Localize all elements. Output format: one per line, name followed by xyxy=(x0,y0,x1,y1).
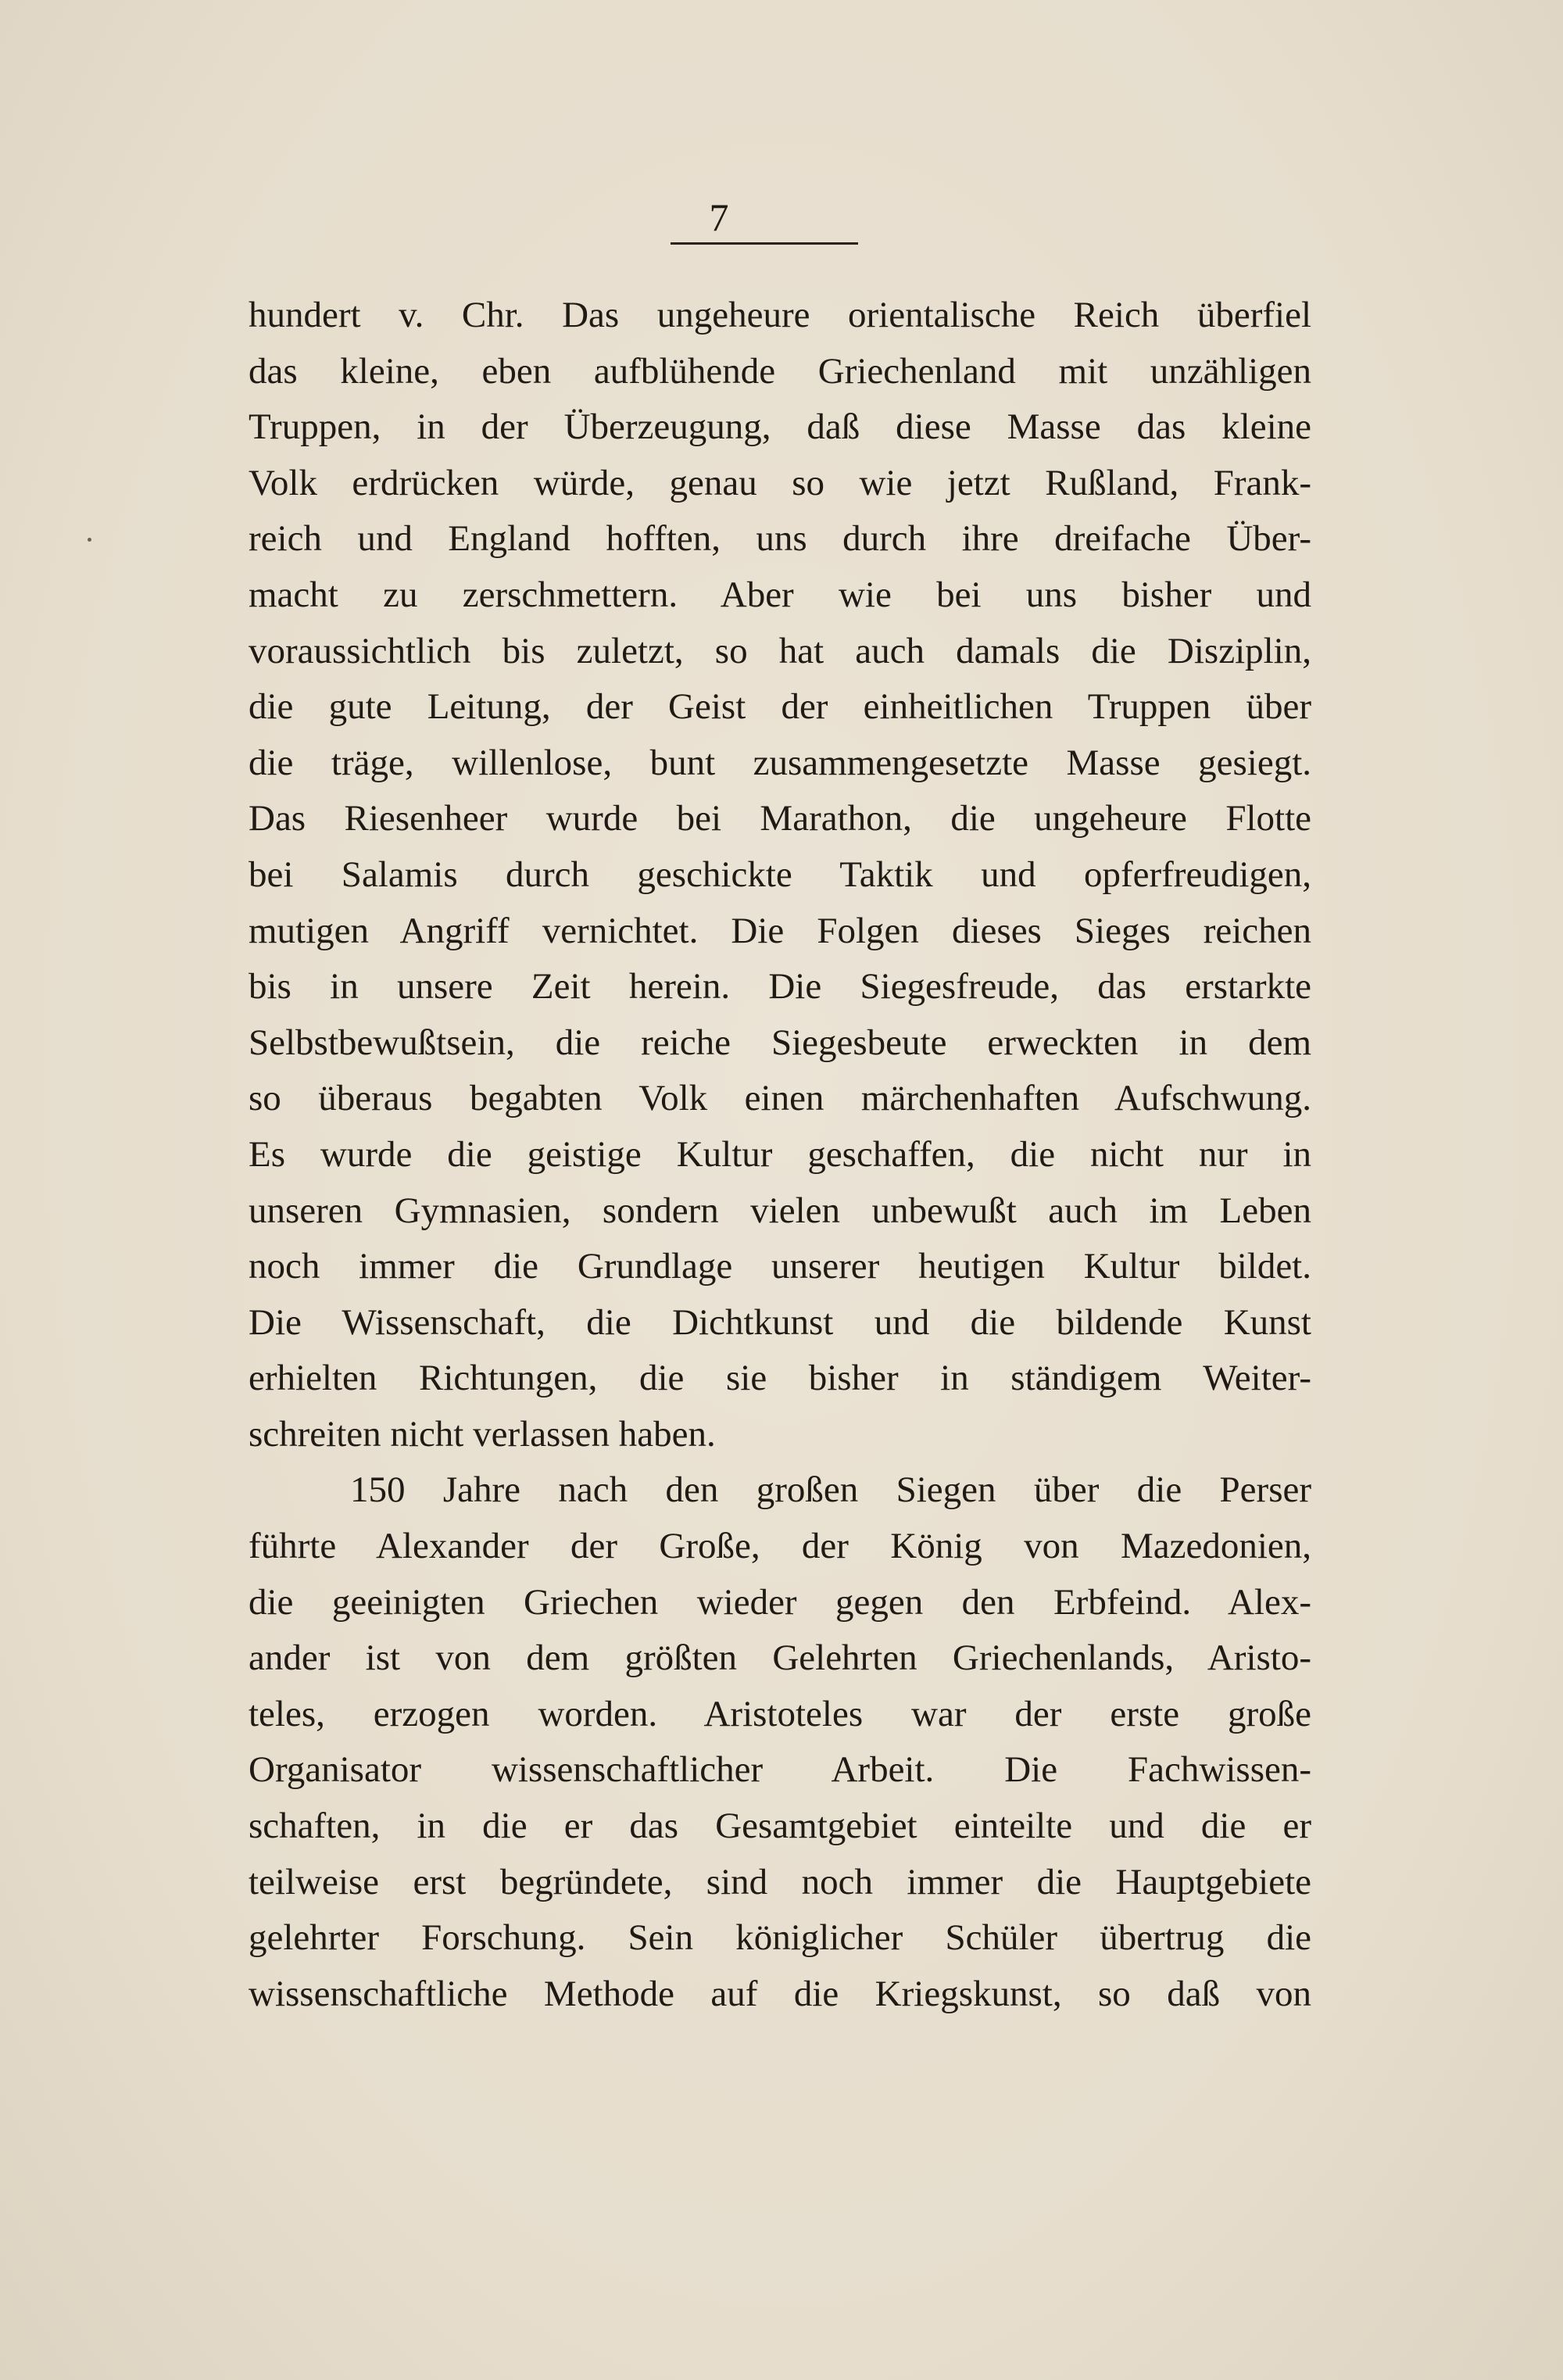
text-line: die gute Leitung, der Geist der einheitlichen Truppen über xyxy=(249,686,1311,728)
text-line: macht zu zerschmettern. Aber wie bei uns bisher und xyxy=(249,574,1311,615)
text-line: teilweise erst begründete, sind noch immer die Hauptgebiete xyxy=(249,1861,1311,1902)
text-line: Volk erdrücken würde, genau so wie jetzt Rußland, Frank- xyxy=(249,462,1311,503)
text-line: die träge, willenlose, bunt zusammengesetzte Masse gesiegt. xyxy=(249,742,1311,783)
text-line: bis in unsere Zeit herein. Die Siegesfreude, das erstarkte xyxy=(249,966,1311,1007)
text-line: Truppen, in der Überzeugung, daß diese Masse das kleine xyxy=(249,406,1311,448)
text-line: wissenschaftliche Methode auf die Kriegskunst, so daß von xyxy=(249,1973,1311,2014)
paragraph-start-line: 150 Jahre nach den großen Siegen über die Perser xyxy=(350,1469,1311,1511)
text-line: das kleine, eben aufblühende Griechenland mit unzähligen xyxy=(249,350,1311,392)
paragraph-end-line: schreiten nicht verlassen haben. xyxy=(249,1413,716,1455)
text-line: so überaus begabten Volk einen märchenhaften Aufschwung. xyxy=(249,1078,1311,1119)
text-line: Organisator wissenschaftlicher Arbeit. Die Fachwissen- xyxy=(249,1749,1311,1791)
text-line: Die Wissenschaft, die Dichtkunst und die bildende Kunst xyxy=(249,1301,1311,1343)
page-number-rule xyxy=(671,242,858,245)
body-text xyxy=(249,288,1311,2022)
text-line: schaften, in die er das Gesamtgebiet einteilte und die er xyxy=(249,1806,1311,1847)
text-line: Das Riesenheer wurde bei Marathon, die ungeheure Flotte xyxy=(249,798,1311,839)
text-line: Es wurde die geistige Kultur geschaffen, die nicht nur in xyxy=(249,1133,1311,1175)
paper-speck xyxy=(88,538,91,542)
text-line: voraussichtlich bis zuletzt, so hat auch damals die Disziplin, xyxy=(249,630,1311,671)
text-line: erhielten Richtungen, die sie bisher in ständigem Weiter- xyxy=(249,1358,1311,1399)
text-line: ander ist von dem größten Gelehrten Griechenlands, Aristo- xyxy=(249,1637,1311,1679)
text-line: hundert v. Chr. Das ungeheure orientalische Reich überfiel xyxy=(249,295,1311,335)
text-line: die geeinigten Griechen wieder gegen den Erbfeind. Alex- xyxy=(249,1581,1311,1623)
text-line: gelehrter Forschung. Sein königlicher Schüler übertrug die xyxy=(249,1917,1311,1959)
text-line: unseren Gymnasien, sondern vielen unbewußt auch im Leben xyxy=(249,1190,1311,1231)
text-line: Selbstbewußtsein, die reiche Siegesbeute erweckten in dem xyxy=(249,1022,1311,1063)
text-line: reich und England hofften, uns durch ihre dreifache Über- xyxy=(249,518,1311,560)
text-line: noch immer die Grundlage unserer heutigen Kultur bildet. xyxy=(249,1246,1311,1287)
text-line: teles, erzogen worden. Aristoteles war der erste große xyxy=(249,1693,1311,1734)
text-line: führte Alexander der Große, der König von Mazedonien, xyxy=(249,1526,1311,1567)
page-number: 7 xyxy=(709,195,729,239)
text-line: bei Salamis durch geschickte Taktik und opferfreudigen, xyxy=(249,854,1311,895)
text-line: mutigen Angriff vernichtet. Die Folgen dieses Sieges reichen xyxy=(249,910,1311,951)
